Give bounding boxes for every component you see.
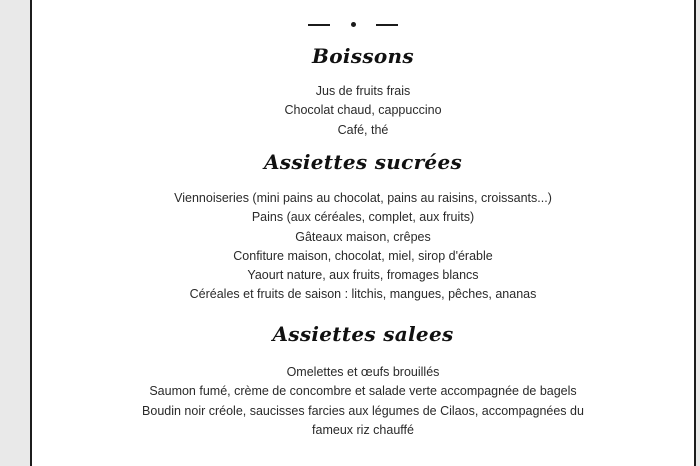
section-list-assiettes-sucrees bbox=[32, 189, 694, 305]
menu-item: Saumon fumé, crème de concombre et salade verte accompagnée de bagels bbox=[149, 384, 577, 399]
menu-item: Chocolat chaud, cappuccino bbox=[284, 103, 442, 118]
menu-item: Boudin noir créole, saucisses farcies aux légumes de Cilaos, accompagnées du bbox=[142, 403, 584, 418]
ornament-dash-right bbox=[376, 24, 398, 26]
menu-item: Céréales et fruits de saison : litchis, mangues, pêches, ananas bbox=[189, 287, 537, 302]
menu-item: fameux riz chauffé bbox=[312, 422, 414, 437]
menu-page bbox=[30, 0, 696, 466]
section-list-boissons bbox=[32, 82, 694, 140]
menu-item: Omelettes et œufs brouillés bbox=[286, 365, 440, 379]
menu-item: Confiture maison, chocolat, miel, sirop d'érable bbox=[233, 248, 493, 263]
header-ornament bbox=[32, 14, 694, 34]
ornament-dash-left bbox=[308, 24, 330, 26]
section-title-boissons: Boissons bbox=[312, 44, 414, 68]
menu-item: Café, thé bbox=[337, 122, 389, 137]
section-title-assiettes-sucrees: Assiettes sucrées bbox=[263, 150, 463, 174]
menu-item: Viennoiseries (mini pains au chocolat, pains au raisins, croissants...) bbox=[174, 191, 552, 205]
ornament-dot bbox=[351, 22, 356, 27]
menu-item: Gâteaux maison, crêpes bbox=[295, 229, 431, 244]
section-title-assiettes-salees: Assiettes salees bbox=[272, 322, 454, 346]
menu-item: Yaourt nature, aux fruits, fromages blancs bbox=[247, 268, 479, 283]
section-list-assiettes-salees bbox=[32, 363, 694, 440]
menu-item: Jus de fruits frais bbox=[315, 84, 411, 98]
menu-item: Pains (aux céréales, complet, aux fruits) bbox=[251, 210, 475, 225]
